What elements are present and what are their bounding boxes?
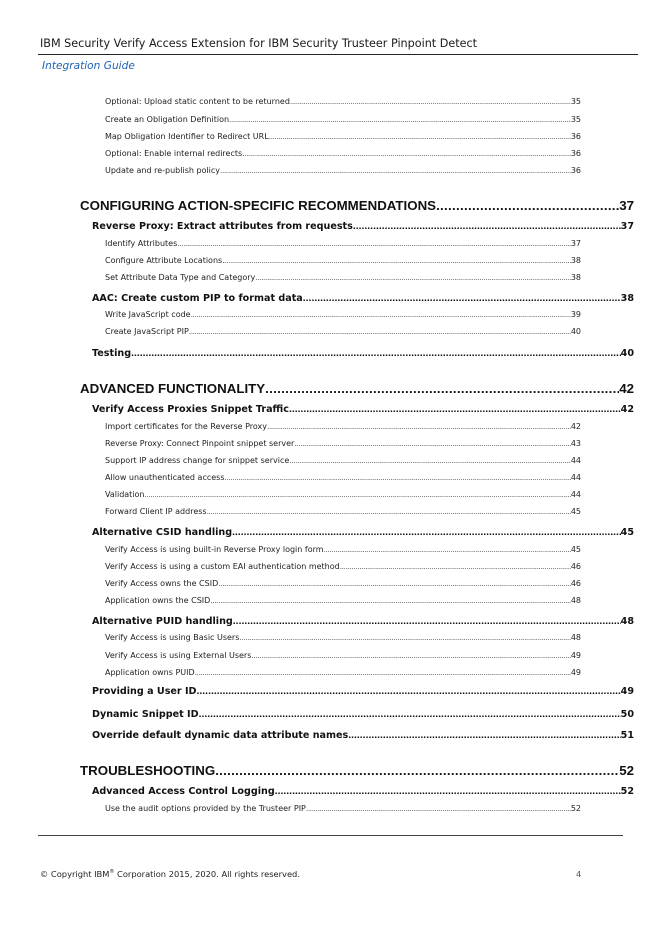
toc-entry-title: Override default dynamic data attribute names [92,730,349,741]
toc-entry-page: 50 [620,709,634,720]
toc-dot-leader [199,709,621,720]
toc-entry[interactable] [92,786,634,797]
toc-dot-leader [348,730,620,741]
toc-dot-leader [189,327,571,336]
toc-entry-page: 36 [570,149,581,158]
toc-entry-title: Application owns the CSID [105,596,211,605]
toc-entry[interactable] [105,579,581,588]
toc-entry-title: Use the audit options provided by the Trusteer PIP [105,804,306,813]
toc-entry-title: Create an Obligation Definition [105,115,230,124]
toc-entry-title: Reverse Proxy: Extract attributes from requests [92,221,353,232]
registered-mark: ® [109,869,115,876]
toc-entry[interactable] [105,166,581,175]
toc-entry-title: Validation [105,490,145,499]
toc-entry[interactable] [105,473,581,482]
toc-entry-title: Allow unauthenticated access [105,473,225,482]
toc-entry-page: 40 [620,348,634,359]
toc-entry[interactable] [105,668,581,677]
toc-entry-page: 44 [570,456,581,465]
toc-entry-page: 46 [570,562,581,571]
toc-dot-leader [233,616,621,627]
toc-entry-title: Verify Access owns the CSID [105,579,219,588]
toc-entry-page: 38 [620,293,634,304]
toc-dot-leader [195,668,571,677]
toc-entry[interactable] [105,545,581,554]
toc-dot-leader [265,381,619,396]
toc-entry[interactable] [105,562,581,571]
toc-entry[interactable] [105,456,581,465]
toc-entry-title: Map Obligation Identifier to Redirect URL [105,132,269,141]
toc-entry[interactable] [105,115,581,124]
toc-entry-page: 49 [620,686,634,697]
toc-entry-title: Optional: Upload static content to be returned [105,97,290,106]
toc-entry[interactable] [92,404,634,415]
toc-entry-title: Application owns PUID [105,668,195,677]
toc-entry[interactable] [80,198,634,213]
toc-entry[interactable] [92,730,634,741]
toc-entry-page: 37 [570,239,581,248]
toc-entry-title: Verify Access Proxies Snippet Traffic [92,404,289,415]
toc-dot-leader [225,473,571,482]
toc-entry-page: 42 [619,381,634,396]
copyright-prefix: © Copyright IBM [40,869,110,879]
toc-entry-title: Optional: Enable internal redirects [105,149,243,158]
toc-dot-leader [177,239,571,248]
toc-entry-page: 48 [620,616,634,627]
toc-dot-leader [294,439,570,448]
toc-entry-title: ADVANCED FUNCTIONALITY [80,381,266,396]
toc-entry[interactable] [80,763,634,778]
toc-entry-title: Reverse Proxy: Connect Pinpoint snippet server [105,439,295,448]
toc-dot-leader [222,256,571,265]
toc-dot-leader [145,490,571,499]
toc-entry-title: Support IP address change for snippet service [105,456,290,465]
toc-entry-page: 49 [570,668,581,677]
toc-entry-title: Verify Access is using Basic Users [105,633,240,642]
toc-entry-page: 48 [570,633,581,642]
toc-entry-page: 45 [570,545,581,554]
toc-entry-page: 38 [570,256,581,265]
toc-entry-title: Verify Access is using External Users [105,651,252,660]
toc-entry-title: Configure Attribute Locations [105,256,223,265]
toc-dot-leader [229,115,571,124]
toc-entry-title: Verify Access is using built-in Reverse Proxy login form [105,545,324,554]
toc-entry-page: 37 [620,221,634,232]
toc-entry-page: 37 [619,198,634,213]
toc-entry-page: 52 [619,763,634,778]
toc-entry[interactable] [105,132,581,141]
toc-entry-page: 43 [570,439,581,448]
toc-entry[interactable] [92,348,634,359]
toc-entry[interactable] [105,273,581,282]
toc-dot-leader [290,97,571,106]
toc-entry-title: Update and re-publish policy [105,166,221,175]
toc-entry-page: 44 [570,490,581,499]
toc-dot-leader [207,507,571,516]
toc-entry[interactable] [105,97,581,106]
toc-entry[interactable] [105,239,581,248]
toc-entry-title: Alternative CSID handling [92,527,233,538]
toc-dot-leader [131,348,621,359]
toc-dot-leader [306,804,571,813]
toc-entry[interactable] [80,381,634,396]
toc-entry-page: 40 [570,327,581,336]
toc-entry[interactable] [105,422,581,431]
toc-dot-leader [275,786,621,797]
toc-dot-leader [191,310,571,319]
toc-entry[interactable] [92,293,634,304]
toc-entry[interactable] [105,633,581,642]
toc-dot-leader [289,404,621,415]
toc-dot-leader [232,527,621,538]
copyright-suffix: Corporation 2015, 2020. All rights reserved. [114,869,300,879]
toc-entry-page: 42 [620,404,634,415]
toc-dot-leader [303,293,621,304]
toc-entry[interactable] [92,527,634,538]
toc-dot-leader [220,166,571,175]
toc-dot-leader [269,132,571,141]
toc-entry[interactable] [105,149,581,158]
toc-entry[interactable] [92,221,634,232]
toc-entry-page: 49 [570,651,581,660]
toc-entry[interactable] [105,256,581,265]
toc-entry-page: 36 [570,166,581,175]
toc-entry[interactable] [105,327,581,336]
toc-dot-leader [353,221,621,232]
page-number: 4 [576,869,582,879]
toc-entry-title: Verify Access is using a custom EAI authentication method [105,562,340,571]
toc-entry-page: 45 [620,527,634,538]
toc-entry-title: Import certificates for the Reverse Proxy [105,422,267,431]
toc-entry[interactable] [105,804,581,813]
toc-entry-title: Providing a User ID [92,686,197,697]
toc-dot-leader [197,686,621,697]
toc-entry[interactable] [92,686,634,697]
toc-entry-page: 52 [620,786,634,797]
toc-entry-title: CONFIGURING ACTION-SPECIFIC RECOMMENDATIONS [80,198,437,213]
toc-entry-page: 38 [570,273,581,282]
toc-entry[interactable] [92,616,634,627]
toc-entry-title: Alternative PUID handling [92,616,233,627]
toc-dot-leader [289,456,571,465]
toc-entry-page: 51 [620,730,634,741]
toc-dot-leader [436,198,619,213]
toc-dot-leader [242,149,571,158]
toc-entry-title: AAC: Create custom PIP to format data [92,293,303,304]
toc-entry-page: 48 [570,596,581,605]
toc-entry-title: Forward Client IP address [105,507,207,516]
document-subtitle: Integration Guide [42,60,135,72]
toc-entry-title: Write JavaScript code [105,310,191,319]
toc-entry-title: Create JavaScript PIP [105,327,189,336]
toc-dot-leader [210,596,570,605]
toc-entry[interactable] [92,709,634,720]
toc-entry-page: 52 [570,804,581,813]
toc-entry-page: 45 [570,507,581,516]
toc-dot-leader [324,545,571,554]
toc-dot-leader [251,651,570,660]
toc-entry[interactable] [105,439,581,448]
toc-entry[interactable] [105,596,581,605]
toc-entry-title: Set Attribute Data Type and Category [105,273,256,282]
toc-entry-title: Dynamic Snippet ID [92,709,199,720]
toc-dot-leader [218,579,571,588]
toc-entry-page: 46 [570,579,581,588]
toc-entry-page: 36 [570,132,581,141]
toc-dot-leader [340,562,571,571]
footer-divider [38,835,623,836]
toc-entry[interactable] [105,651,581,660]
toc-entry-title: Advanced Access Control Logging [92,786,275,797]
toc-entry[interactable] [105,490,581,499]
toc-entry-title: TROUBLESHOOTING [80,763,216,778]
toc-entry-title: Testing [92,348,132,359]
toc-entry-title: Identify Attributes [105,239,178,248]
toc-entry-page: 44 [570,473,581,482]
toc-entry-page: 39 [570,310,581,319]
toc-dot-leader [255,273,571,282]
document-title: IBM Security Verify Access Extension for IBM Security Trusteer Pinpoint Detect [40,37,478,50]
toc-entry[interactable] [105,310,581,319]
toc-dot-leader [215,763,619,778]
toc-entry[interactable] [105,507,581,516]
toc-entry-page: 35 [570,115,581,124]
toc-dot-leader [267,422,571,431]
toc-entry-page: 35 [570,97,581,106]
copyright-notice [40,869,300,879]
toc-dot-leader [239,633,570,642]
toc-entry-page: 42 [570,422,581,431]
